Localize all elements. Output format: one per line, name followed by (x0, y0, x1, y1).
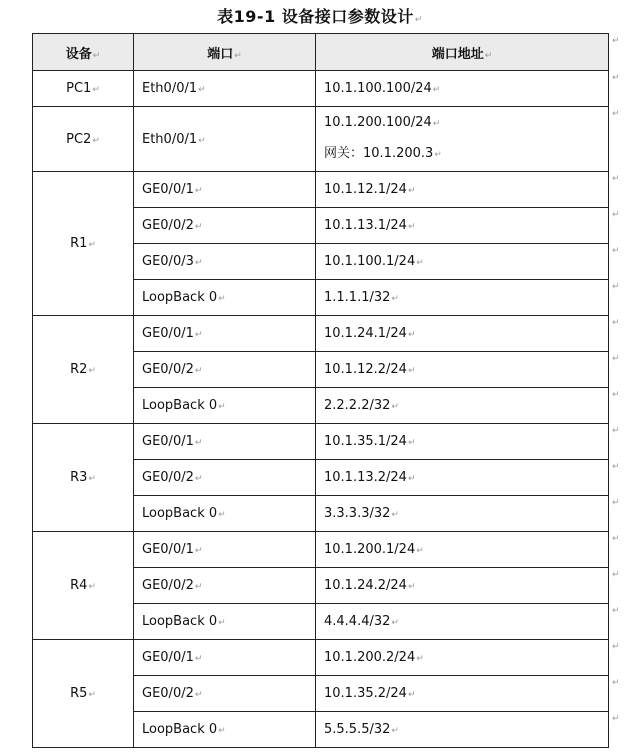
paragraph-mark-icon: ↵ (407, 474, 416, 484)
port-name: GE0/0/2 (142, 578, 194, 593)
address-value: 10.1.200.1/24 (324, 542, 416, 557)
table-row (33, 107, 609, 172)
paragraph-mark-icon: ↵ (194, 474, 203, 484)
row-end-mark-icon: ↵ (612, 641, 620, 652)
row-end-mark-icon: ↵ (612, 353, 620, 364)
port-cell (134, 424, 316, 460)
address-value: 10.1.12.2/24 (324, 362, 407, 377)
address-cell (316, 532, 609, 568)
address-cell (316, 172, 609, 208)
address-cell (316, 640, 609, 676)
port-cell (134, 172, 316, 208)
address-cell (316, 460, 609, 496)
paragraph-mark-icon: ↵ (218, 618, 226, 628)
paragraph-mark-icon: ↵ (198, 85, 206, 95)
address-value: 10.1.13.1/24 (324, 218, 407, 233)
paragraph-mark-icon: ↵ (194, 654, 203, 664)
paragraph-mark-icon: ↵ (92, 135, 100, 146)
device-name: R4 (70, 578, 88, 593)
address-value: 10.1.13.2/24 (324, 470, 407, 485)
paragraph-mark-icon: ↵ (218, 294, 226, 304)
row-end-mark-icon: ↵ (612, 605, 620, 616)
paragraph-mark-icon: ↵ (416, 654, 424, 664)
gateway-value: 网关：10.1.200.3 (324, 146, 434, 161)
paragraph-mark-icon: ↵ (432, 85, 441, 95)
device-name: PC1 (66, 81, 92, 96)
address-cell (316, 71, 609, 107)
address-value: 10.1.24.1/24 (324, 326, 407, 341)
address-value: 10.1.200.2/24 (324, 650, 416, 665)
paragraph-mark-icon: ↵ (88, 690, 96, 700)
row-end-mark-icon: ↵ (612, 389, 620, 400)
port-name: GE0/0/1 (142, 434, 194, 449)
row-end-mark-icon: ↵ (612, 317, 620, 328)
paragraph-mark-icon: ↵ (194, 582, 203, 592)
address-value: 10.1.100.100/24 (324, 81, 432, 96)
port-cell (134, 532, 316, 568)
port-name: GE0/0/2 (142, 362, 194, 377)
paragraph-mark-icon: ↵ (407, 186, 416, 196)
port-name: GE0/0/1 (142, 542, 194, 557)
paragraph-mark-icon: ↵ (198, 135, 206, 146)
port-name: GE0/0/1 (142, 182, 194, 197)
row-end-mark-icon: ↵ (612, 245, 620, 256)
device-name: R5 (70, 686, 88, 701)
address-cell (316, 388, 609, 424)
paragraph-mark-icon: ↵ (194, 186, 203, 196)
port-cell (134, 280, 316, 316)
device-name: R2 (70, 362, 88, 377)
port-cell (134, 107, 316, 172)
port-cell (134, 568, 316, 604)
port-cell (134, 676, 316, 712)
device-cell (33, 107, 134, 172)
paragraph-mark-icon: ↵ (416, 546, 424, 556)
device-cell (33, 316, 134, 424)
paragraph-mark-icon: ↵ (391, 618, 399, 628)
paragraph-mark-icon: ↵ (416, 258, 424, 268)
port-name: GE0/0/3 (142, 254, 194, 269)
port-name: LoopBack 0 (142, 290, 218, 305)
port-name: Eth0/0/1 (142, 131, 198, 147)
device-cell (33, 172, 134, 316)
port-cell (134, 388, 316, 424)
row-end-mark-icon: ↵ (612, 173, 620, 184)
table-body (33, 71, 609, 748)
header-device: 设备↵ (33, 34, 134, 71)
port-name: LoopBack 0 (142, 506, 218, 521)
paragraph-mark-icon: ↵ (391, 294, 399, 304)
address-value: 4.4.4.4/32 (324, 614, 391, 629)
device-name: R1 (70, 236, 88, 251)
paragraph-mark-icon: ↵ (407, 690, 416, 700)
address-cell (316, 107, 609, 172)
paragraph-mark-icon: ↵ (194, 258, 203, 268)
row-end-mark-icon: ↵ (612, 108, 620, 119)
paragraph-mark-icon: ↵ (88, 366, 96, 376)
paragraph-mark-icon: ↵ (218, 402, 226, 412)
port-name: GE0/0/2 (142, 470, 194, 485)
table-title-text: 表19-1 设备接口参数设计 (217, 7, 414, 26)
port-cell (134, 712, 316, 748)
table-row (33, 71, 609, 107)
header-address: 端口地址↵ (316, 34, 609, 71)
address-cell (316, 208, 609, 244)
table-title (0, 4, 640, 27)
header-port: 端口↵ (134, 34, 316, 71)
paragraph-mark-icon: ↵ (92, 85, 100, 95)
address-cell (316, 352, 609, 388)
port-cell (134, 352, 316, 388)
paragraph-mark-icon: ↵ (391, 402, 399, 412)
row-end-mark-icon: ↵ (612, 209, 620, 220)
paragraph-mark-icon: ↵ (194, 330, 203, 340)
address-cell (316, 280, 609, 316)
row-end-mark-icon: ↵ (612, 281, 620, 292)
paragraph-mark-icon: ↵ (407, 438, 416, 448)
address-value: 1.1.1.1/32 (324, 290, 391, 305)
paragraph-mark-icon: ↵ (194, 438, 203, 448)
port-name: GE0/0/1 (142, 650, 194, 665)
address-value: 3.3.3.3/32 (324, 506, 391, 521)
row-end-mark-icon: ↵ (612, 677, 620, 688)
paragraph-mark-icon: ↵ (218, 726, 226, 736)
address-value: 10.1.35.1/24 (324, 434, 407, 449)
device-cell (33, 424, 134, 532)
row-end-mark-icon: ↵ (612, 533, 620, 544)
address-value: 10.1.100.1/24 (324, 254, 416, 269)
row-end-mark-icon: ↵ (612, 497, 620, 508)
table-header-row (33, 34, 609, 71)
port-name: Eth0/0/1 (142, 81, 198, 96)
port-name: GE0/0/2 (142, 218, 194, 233)
paragraph-mark-icon: ↵ (407, 582, 416, 592)
paragraph-mark-icon: ↵ (194, 690, 203, 700)
address-cell (316, 244, 609, 280)
address-cell (316, 712, 609, 748)
port-cell (134, 244, 316, 280)
paragraph-mark-icon: ↵ (407, 222, 416, 232)
port-cell (134, 640, 316, 676)
paragraph-mark-icon: ↵ (407, 366, 416, 376)
address-value: 2.2.2.2/32 (324, 398, 391, 413)
address-cell (316, 496, 609, 532)
device-name: R3 (70, 470, 88, 485)
paragraph-mark-icon: ↵ (194, 222, 203, 232)
table-row (33, 316, 609, 352)
address-cell (316, 604, 609, 640)
table-row (33, 424, 609, 460)
port-cell (134, 604, 316, 640)
paragraph-mark-icon: ↵ (194, 546, 203, 556)
address-value: 5.5.5.5/32 (324, 722, 391, 737)
address-value: 10.1.200.100/24 (324, 115, 432, 130)
row-end-mark-icon: ↵ (612, 461, 620, 472)
address-cell (316, 316, 609, 352)
row-end-mark-icon: ↵ (612, 425, 620, 436)
address-value: 10.1.12.1/24 (324, 182, 407, 197)
port-cell (134, 496, 316, 532)
paragraph-mark-icon: ↵ (391, 726, 399, 736)
paragraph-mark-icon: ↵ (194, 366, 203, 376)
port-name: GE0/0/2 (142, 686, 194, 701)
table-row (33, 640, 609, 676)
interface-parameter-table (32, 33, 609, 748)
paragraph-mark-icon: ↵ (434, 150, 442, 160)
device-cell (33, 532, 134, 640)
address-cell (316, 568, 609, 604)
port-cell (134, 208, 316, 244)
address-cell (316, 676, 609, 712)
device-name: PC2 (66, 131, 92, 147)
paragraph-mark-icon: ↵ (414, 15, 423, 25)
table-row (33, 172, 609, 208)
paragraph-mark-icon: ↵ (88, 240, 96, 250)
device-cell (33, 71, 134, 107)
paragraph-mark-icon: ↵ (88, 474, 96, 484)
paragraph-mark-icon: ↵ (88, 582, 96, 592)
address-value: 10.1.35.2/24 (324, 686, 407, 701)
port-cell (134, 71, 316, 107)
port-cell (134, 460, 316, 496)
port-name: LoopBack 0 (142, 398, 218, 413)
paragraph-mark-icon: ↵ (432, 119, 441, 129)
row-end-mark-icon: ↵ (612, 72, 620, 83)
port-name: LoopBack 0 (142, 614, 218, 629)
address-cell (316, 424, 609, 460)
paragraph-mark-icon: ↵ (407, 330, 416, 340)
paragraph-mark-icon: ↵ (218, 510, 226, 520)
device-cell (33, 640, 134, 748)
row-end-mark-icon: ↵ (612, 713, 620, 724)
table-row (33, 532, 609, 568)
row-end-mark-icon: ↵ (612, 569, 620, 580)
port-cell (134, 316, 316, 352)
row-end-mark-icon: ↵ (612, 35, 620, 46)
paragraph-mark-icon: ↵ (391, 510, 399, 520)
port-name: LoopBack 0 (142, 722, 218, 737)
port-name: GE0/0/1 (142, 326, 194, 341)
address-value: 10.1.24.2/24 (324, 578, 407, 593)
